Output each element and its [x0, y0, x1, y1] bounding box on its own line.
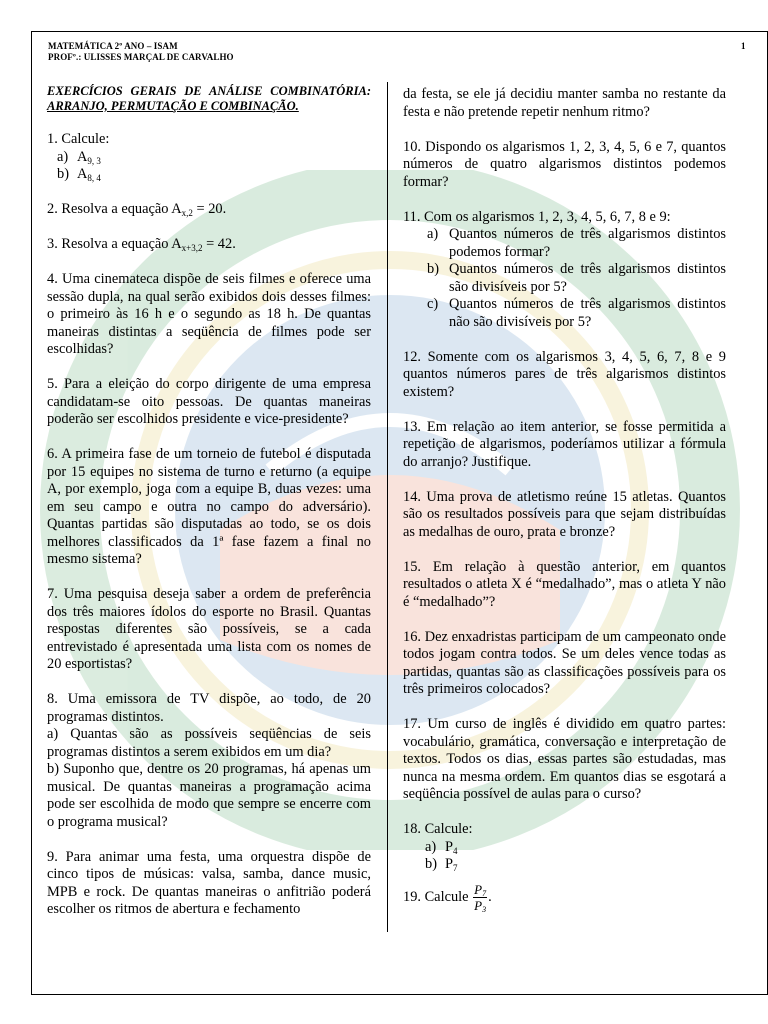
question-11-item-c: [427, 296, 726, 331]
item-text: Quantos números de três algarismos distintos podemos formar?: [449, 226, 726, 260]
question-3-text: 3. Resolva a equação A: [47, 236, 182, 252]
question-1: [47, 131, 371, 184]
question-2: [47, 201, 371, 219]
permutation-fraction: [473, 882, 487, 913]
item-label: a): [425, 838, 437, 855]
question-15: 15. Em relação à questão anterior, em quantos resultados o atleta X é “medalhado”, mas o atleta Y não é “medalhado”?: [403, 558, 726, 610]
question-11-text: 11. Com os algarismos 1, 2, 3, 4, 5, 6, 7, 8 e 9:: [403, 208, 671, 225]
permutation-index: 4: [453, 845, 458, 856]
question-3-result: = 42.: [202, 236, 236, 252]
arrangement-symbol: A: [77, 166, 88, 182]
title-topics: ARRANJO, PERMUTAÇÃO E COMBINAÇÃO.: [47, 99, 299, 113]
column-divider: [387, 82, 388, 932]
item-label: c): [427, 296, 439, 312]
permutation-symbol: P: [474, 897, 483, 913]
item-label: b): [425, 856, 437, 872]
permutation-index: 3: [482, 904, 487, 914]
question-11: [403, 209, 726, 332]
question-3: [47, 236, 371, 254]
question-14: 14. Uma prova de atletismo reúne 15 atletas. Quantos são os resultados possíveis para que sejam distribuídas as medalhas de ouro, prata e bronze?: [403, 488, 726, 540]
arrangement-index: x,2: [181, 208, 193, 218]
arrangement-index: x+3,2: [181, 243, 203, 253]
item-label: b): [57, 166, 69, 182]
permutation-symbol: P: [474, 881, 483, 897]
question-6: 6. A primeira fase de um torneio de futebol é disputada por 15 equipes no sistema de turno e returno (a equipe A, por exemplo, joga com a equipe B, duas vezes: uma em seu campo e outra no campo do adversário). Quantas partidas são disputadas ao todo, se os dois melhores classificados da 1ª fase fazem a final no mesmo sistema?: [47, 446, 371, 567]
question-10: 10. Dispondo os algarismos 1, 2, 3, 4, 5, 6 e 7, quantos números de quatro algarismos distintos podemos formar?: [403, 138, 726, 190]
question-1-item-b: [57, 166, 371, 184]
right-column: [403, 86, 726, 930]
question-16: 16. Dez enxadristas participam de um campeonato onde todos jogam contra todos. Se um deles vence todas as partidas, quantas são as classificações possíveis para os três primeiros colocados?: [403, 628, 726, 697]
question-19-text: 19. Calcule: [403, 888, 473, 905]
question-18-item-b: [425, 856, 726, 874]
question-12: 12. Somente com os algarismos 3, 4, 5, 6, 7, 8 e 9 quantos números pares de três algarismos distintos existem?: [403, 348, 726, 400]
item-text: Quantos números de três algarismos distintos não são divisíveis por 5?: [449, 296, 726, 330]
arrangement-index: 8, 4: [87, 173, 101, 183]
question-19: [403, 882, 726, 913]
item-label: b): [427, 261, 439, 277]
question-8: [47, 691, 371, 831]
page-number: 1: [741, 41, 746, 51]
left-column: [47, 84, 371, 936]
item-text: Quantos números de três algarismos distintos são divisíveis por 5?: [449, 261, 726, 295]
question-18-item-a: [425, 839, 726, 857]
question-4: 4. Uma cinemateca dispõe de seis filmes e oferece uma sessão dupla, na qual serão exibidos dois desses filmes: o primeiro às 16 h e o segundo as 18 h. De quantas maneiras distintas a seqüência de filmes pode ser escolhidas?: [47, 271, 371, 357]
question-9-end: da festa, se ele já decidiu manter samba no restante da festa e não pretende repetir nenhum ritmo?: [403, 86, 726, 120]
fraction-denominator: [474, 898, 486, 913]
question-7: 7. Uma pesquisa deseja saber a ordem de preferência dos três maiores ídolos do esporte no Brasil. Quantas respostas diferentes são possíveis, se a cada entrevistado é apresentada uma lista com os nomes de 20 esportistas?: [47, 586, 371, 672]
question-2-text: 2. Resolva a equação A: [47, 201, 182, 217]
question-18: [403, 821, 726, 874]
arrangement-index: 9, 3: [87, 155, 101, 166]
question-2-result: = 20.: [192, 201, 227, 217]
item-label: a): [427, 226, 439, 242]
permutation-index: 7: [453, 863, 458, 873]
question-1-text: 1. Calcule:: [47, 131, 110, 147]
header-teacher: PROFº.: ULISSES MARÇAL DE CARVALHO: [48, 52, 234, 62]
question-11-item-a: [427, 226, 726, 261]
question-8-text: 8. Uma emissora de TV dispõe, ao todo, de 20 programas distintos.: [47, 691, 371, 725]
question-19-end: .: [488, 888, 492, 905]
question-5: 5. Para a eleição do corpo dirigente de uma empresa candidatam-se oito pessoas. De quantas maneiras poderão ser escolhidos presidente e vice-presidente?: [47, 376, 371, 427]
fraction-numerator: [473, 882, 487, 898]
worksheet-title: [47, 84, 371, 114]
item-label: a): [57, 148, 69, 165]
question-13: 13. Em relação ao item anterior, se fosse permitida a repetição de algarismos, poderíamos utilizar a fórmula do arranjo? Justifique.: [403, 418, 726, 470]
permutation-index: 7: [482, 888, 487, 898]
header-course: MATEMÁTICA 2º ANO – ISAM: [48, 41, 178, 51]
document-header: [48, 41, 234, 63]
permutation-symbol: P: [445, 838, 454, 855]
question-8-item-a: a) Quantas são as possíveis seqüências de seis programas distintos a serem exibidos em um dia?: [47, 726, 371, 760]
question-11-item-b: [427, 261, 726, 296]
permutation-symbol: P: [445, 856, 454, 872]
arrangement-symbol: A: [77, 148, 88, 165]
question-17: 17. Um curso de inglês é dividido em quatro partes: vocabulário, gramática, conversação e interpretação de textos. Todos os dias, essas partes são estudadas, mas nunca na mesma ordem. Em quantos dias se esgotará a seqüência possível de aulas para o curso?: [403, 716, 726, 802]
question-8-item-b: b) Suponho que, dentre os 20 programas, há apenas um musical. De quantas maneiras a programação acima pode ser escolhida de modo que sempre se encerre com o programa musical?: [47, 761, 371, 830]
question-9-start: 9. Para animar uma festa, uma orquestra dispõe de cinco tipos de músicas: valsa, samba, dance music, MPB e rock. De quantas maneiras o anfitrião poderá escolher os ritmos de abertura e fechamento: [47, 848, 371, 917]
question-18-text: 18. Calcule:: [403, 821, 473, 837]
title-main: EXERCÍCIOS GERAIS DE ANÁLISE COMBINATÓRIA:: [47, 84, 371, 98]
question-1-item-a: [57, 149, 371, 167]
